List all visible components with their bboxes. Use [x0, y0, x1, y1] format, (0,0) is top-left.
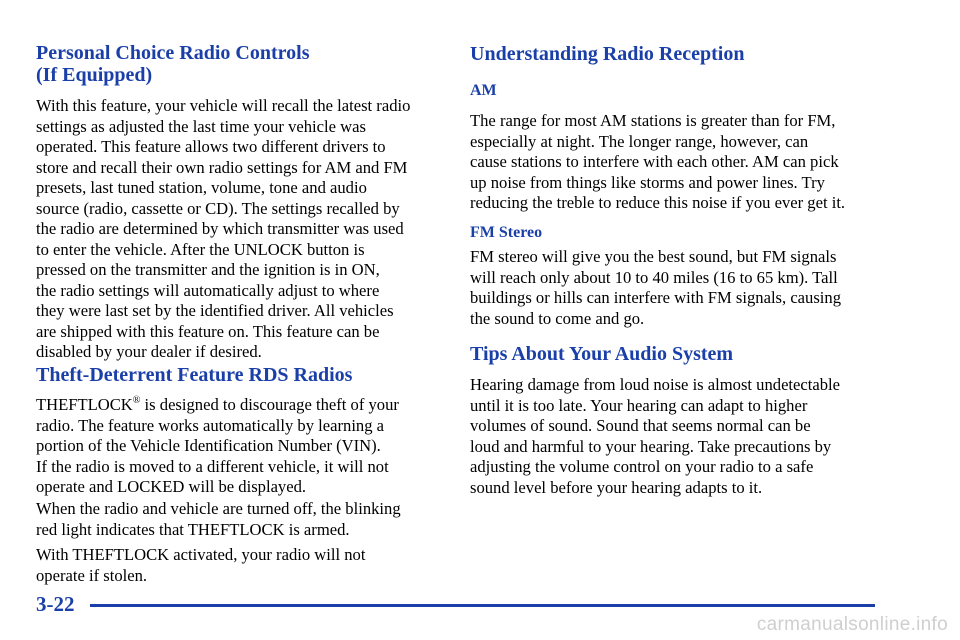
section-title-audio-tips: Tips About Your Audio System: [470, 343, 734, 365]
footer-rule: [90, 604, 875, 607]
section-title-radio-reception: Understanding Radio Reception: [470, 43, 745, 65]
theftlock-paragraph-3: With THEFTLOCK activated, your radio will not operate if stolen.: [36, 545, 366, 585]
audio-tips-body: Hearing damage from loud noise is almost undetectable until it is too late. Your hearing can adapt to higher volumes of sound. Sound that seems normal can be loud and harmful to your hearing. Take precautions by adjusting the volume control on your radio to a safe sound level before your hearing adapts to it.: [470, 375, 841, 497]
title-line-2: (If Equipped): [36, 64, 153, 86]
subheading-fm-stereo: FM Stereo: [470, 224, 543, 241]
section-title-personal-choice: [36, 42, 310, 86]
fm-stereo-body: FM stereo will give you the best sound, but FM signals will reach only about 10 to 40 miles (16 to 65 km). Tall buildings or hills can interfere with FM signals, causing the sound to come and go.: [470, 247, 842, 328]
section-title-theft-deterrent: Theft-Deterrent Feature RDS Radios: [36, 364, 353, 386]
theftlock-paragraph-2: When the radio and vehicle are turned off, the blinking red light indicates that THEFTLOCK is armed.: [36, 499, 401, 539]
watermark: carmanualsonline.info: [756, 614, 948, 635]
theftlock-paragraph-1-rest: is designed to discourage theft of your radio. The feature works automatically by learning a portion of the Vehicle Identification Number (VIN). If the radio is moved to a different vehicle, it will not operate and LOCKED will be displayed.: [36, 395, 399, 496]
theftlock-brand: THEFTLOCK: [36, 395, 133, 414]
personal-choice-body: With this feature, your vehicle will recall the latest radio settings as adjusted the last time your vehicle was operated. This feature allows two different drivers to store and recall their own radio settings for AM and FM presets, last tuned station, volume, tone and audio source (radio, cassette or CD). The settings recalled by the radio are determined by which transmitter was used to enter the vehicle. After the UNLOCK button is pressed on the transmitter and the ignition is in ON, the radio settings will automatically adjust to where they were last set by the identified driver. All vehicles are shipped with this feature on. This feature can be disabled by your dealer if desired.: [36, 96, 411, 361]
title-line-1: Personal Choice Radio Controls: [36, 42, 310, 64]
subheading-am: AM: [470, 82, 497, 99]
theftlock-paragraph-1: [36, 395, 446, 498]
registered-mark: ®: [132, 395, 141, 406]
am-body: The range for most AM stations is greater than for FM, especially at night. The longer range, however, can cause stations to interfere with each other. AM can pick up noise from things like storms and power lines. Try reducing the treble to reduce this noise if you ever get it.: [470, 111, 846, 212]
page-number: 3-22: [36, 592, 75, 616]
